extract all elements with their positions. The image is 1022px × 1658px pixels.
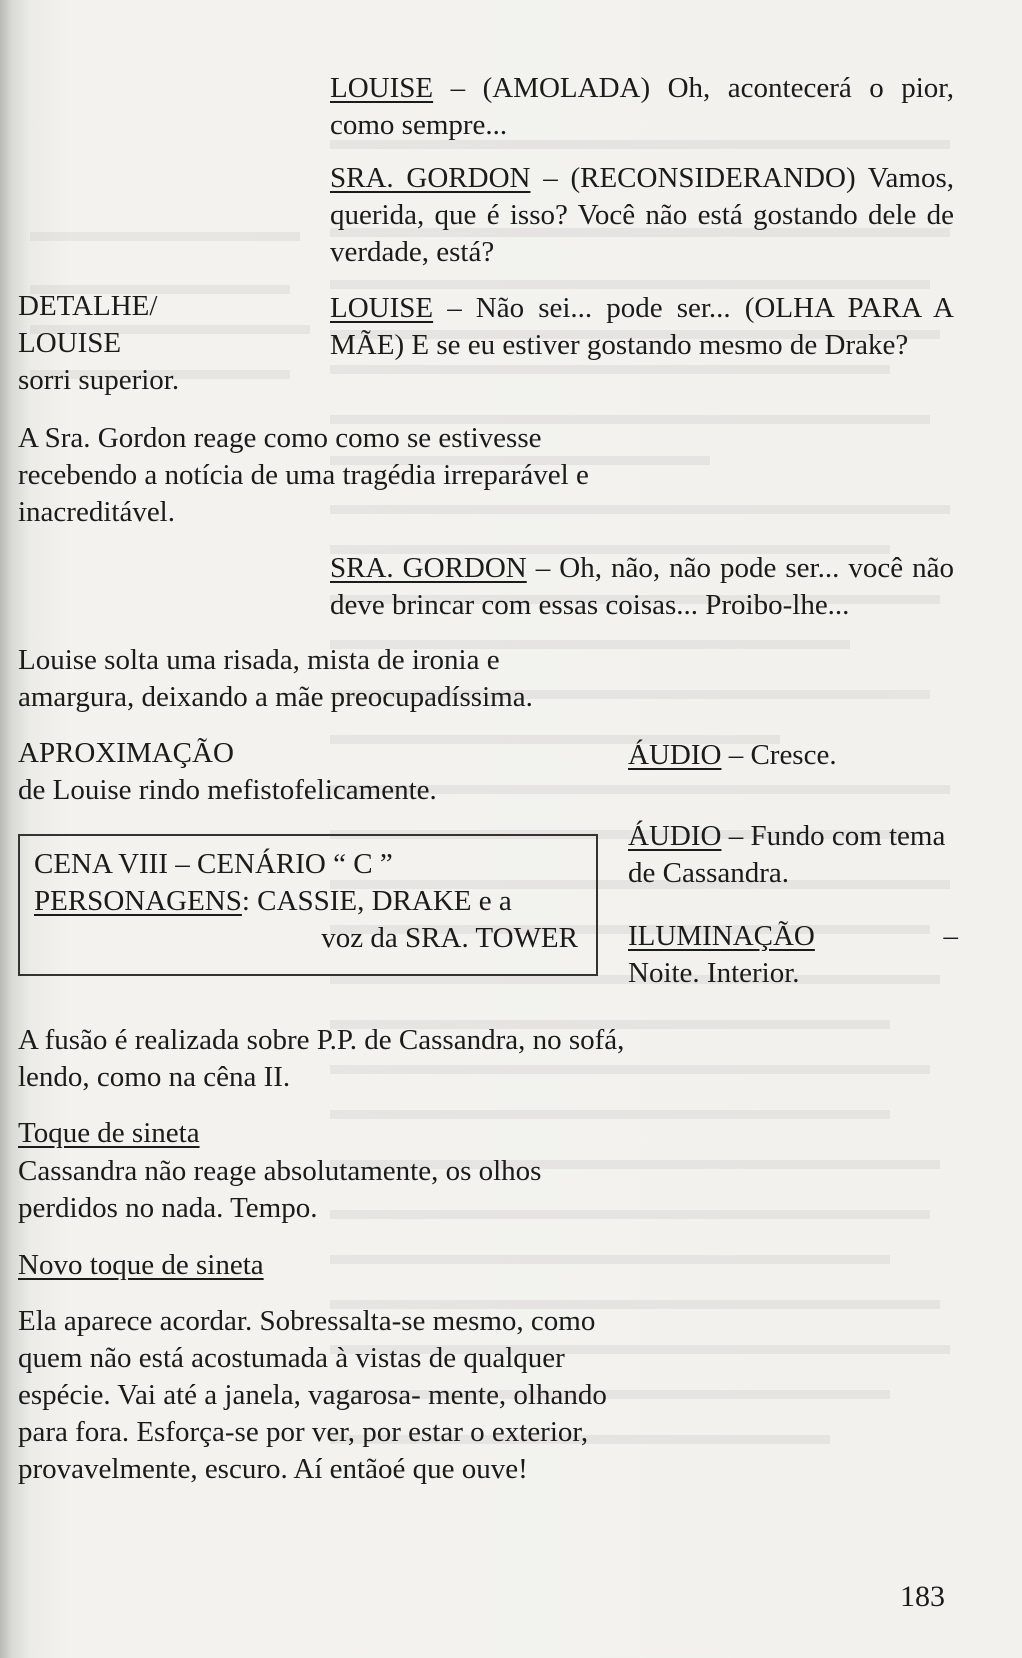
- stage-direction-fusion: A fusão é realizada sobre P.P. de Cassandra, no sofá, lendo, como na cêna II.: [18, 1024, 625, 1093]
- note-approach-line2: de Louise rindo mefistofelicamente.: [18, 774, 437, 806]
- characters-list: : CASSIE, DRAKE e a: [241, 885, 512, 917]
- speaker-sra-gordon: SRA. GORDON: [330, 552, 527, 584]
- note-detalhe-line1: DETALHE/: [18, 290, 158, 322]
- speaker-louise: LOUISE: [330, 292, 434, 324]
- dialogue-text: – Oh, não, não pode ser... você não deve brincar com essas coisas... Proibo-lhe...: [330, 552, 954, 621]
- note-detalhe-line3: sorri superior.: [18, 364, 180, 396]
- speaker-louise: LOUISE: [330, 72, 434, 104]
- scene-characters-continued: voz da SRA. TOWER: [321, 922, 578, 954]
- note-detalhe: [18, 288, 298, 399]
- cue-lighting-label: ILUMINAÇÃO: [628, 920, 815, 952]
- note-approach: [18, 735, 578, 809]
- dialogue-text: – Não sei... pode ser... (OLHA PARA A MÃE) E se eu estiver gostando mesmo de Drake?: [330, 292, 954, 361]
- dialogue-text: – (RECONSIDERANDO) Vamos, querida, que é isso? Você não está gostando dele de verdade, está?: [330, 162, 954, 268]
- dialogue-louise-1: [330, 70, 954, 144]
- dialogue-louise-2: [330, 290, 954, 364]
- stage-direction-laugh: Louise solta uma risada, mista de ironia e amargura, deixando a mãe preocupadíssima.: [18, 644, 533, 713]
- scene-heading-box: [18, 834, 598, 976]
- scene-title: CENA VIII – CENÁRIO “ C ”: [34, 848, 393, 880]
- cue-audio-label: ÁUDIO: [628, 820, 722, 852]
- characters-label: PERSONAGENS: [34, 885, 242, 917]
- cue-audio-label: ÁUDIO: [628, 739, 722, 771]
- page-number: 183: [900, 1580, 945, 1613]
- sound-bell-1: Toque de sineta: [18, 1117, 200, 1149]
- cue-audio-1: [628, 737, 968, 774]
- stage-direction-wake: Ela aparece acordar. Sobressalta-se mesmo, como quem não está acostumada à vistas de qualquer espécie. Vai até a janela, vagarosa- mente, olhando para fora. Esforça-se por ver, por estar o exterior, provavelmente, escuro. Aí entãoé que ouve!: [18, 1305, 607, 1485]
- dialogue-text: – (AMOLADA) Oh, acontecerá o pior, como sempre...: [330, 72, 954, 141]
- speaker-sra-gordon: SRA. GORDON: [330, 162, 531, 194]
- cue-lighting-dash: –: [943, 920, 958, 952]
- cue-audio-text: – Cresce.: [721, 739, 837, 771]
- dialogue-gordon-2: [330, 550, 954, 624]
- cue-lighting: [628, 918, 958, 992]
- scene-characters: [34, 883, 512, 920]
- note-detalhe-line2: LOUISE: [18, 327, 122, 359]
- dialogue-gordon-1: [330, 160, 954, 271]
- cue-audio-2: [628, 818, 948, 892]
- stage-direction-cassandra: Cassandra não reage absolutamente, os olhos perdidos no nada. Tempo.: [18, 1155, 542, 1224]
- cue-lighting-text: Noite. Interior.: [628, 957, 800, 989]
- cue-audio-text: – Fundo com tema de Cassandra.: [628, 820, 946, 889]
- stage-direction-reaction: A Sra. Gordon reage como como se estivesse recebendo a notícia de uma tragédia irreparável e inacreditável.: [18, 422, 589, 528]
- sound-bell-2: Novo toque de sineta: [18, 1249, 264, 1281]
- note-approach-line1: APROXIMAÇÃO: [18, 737, 234, 769]
